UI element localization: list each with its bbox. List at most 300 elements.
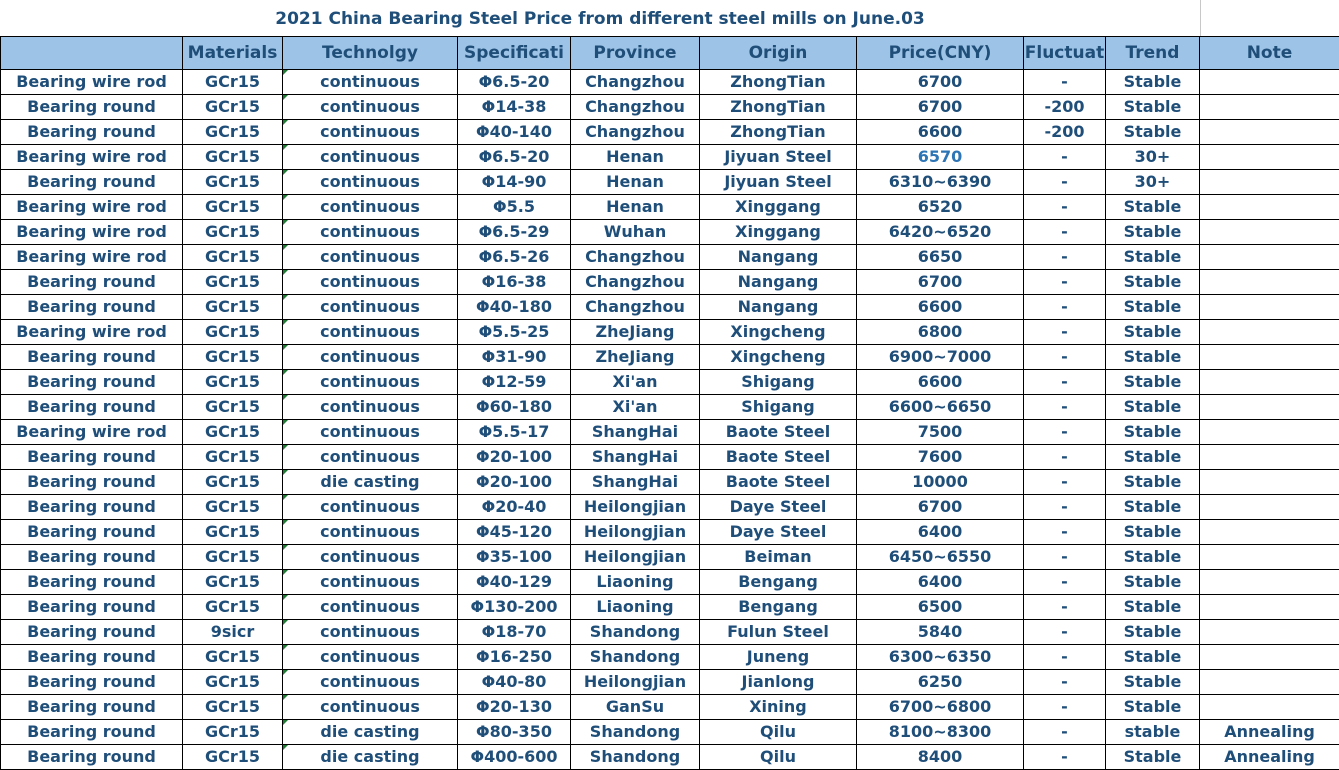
cell-technology[interactable]: continuous [283,645,458,670]
cell-material[interactable]: GCr15 [183,295,283,320]
cell-fluctuation[interactable]: - [1024,395,1106,420]
cell-fluctuation[interactable]: - [1024,695,1106,720]
cell-origin[interactable]: ZhongTian [700,120,857,145]
cell-price[interactable]: 6570 [857,145,1024,170]
cell-note[interactable] [1200,645,1339,670]
header-cell-trend[interactable]: Trend [1106,37,1200,70]
cell-fluctuation[interactable]: - [1024,245,1106,270]
cell-technology[interactable]: continuous [283,570,458,595]
cell-product[interactable]: Bearing round [1,95,183,120]
cell-price[interactable]: 6700 [857,270,1024,295]
cell-fluctuation[interactable]: - [1024,495,1106,520]
cell-note[interactable] [1200,345,1339,370]
cell-price[interactable]: 6800 [857,320,1024,345]
cell-material[interactable]: GCr15 [183,720,283,745]
cell-technology[interactable]: continuous [283,395,458,420]
cell-price[interactable]: 6700~6800 [857,695,1024,720]
cell-trend[interactable]: Stable [1106,345,1200,370]
cell-price[interactable]: 5840 [857,620,1024,645]
cell-trend[interactable]: Stable [1106,245,1200,270]
cell-note[interactable] [1200,195,1339,220]
cell-origin[interactable]: Jiyuan Steel [700,170,857,195]
cell-note[interactable] [1200,295,1339,320]
cell-fluctuation[interactable]: - [1024,520,1106,545]
cell-note[interactable] [1200,670,1339,695]
cell-product[interactable]: Bearing round [1,445,183,470]
cell-note[interactable] [1200,145,1339,170]
cell-trend[interactable]: 30+ [1106,170,1200,195]
cell-technology[interactable]: continuous [283,545,458,570]
table-row [1,170,1339,195]
cell-trend[interactable]: Stable [1106,470,1200,495]
cell-origin[interactable]: ZhongTian [700,70,857,95]
cell-material[interactable]: GCr15 [183,395,283,420]
cell-origin[interactable]: Shigang [700,370,857,395]
cell-trend[interactable]: Stable [1106,445,1200,470]
cell-specification[interactable]: Φ14-38 [458,95,571,120]
cell-province[interactable]: ZheJiang [571,345,700,370]
cell-fluctuation[interactable]: - [1024,270,1106,295]
cell-price[interactable]: 6450~6550 [857,545,1024,570]
table-row [1,720,1339,745]
cell-material[interactable]: GCr15 [183,95,283,120]
cell-note[interactable] [1200,320,1339,345]
cell-note[interactable] [1200,420,1339,445]
cell-note[interactable] [1200,470,1339,495]
cell-origin[interactable]: ZhongTian [700,95,857,120]
cell-trend[interactable]: Stable [1106,620,1200,645]
cell-product[interactable]: Bearing round [1,495,183,520]
cell-origin[interactable]: Jianlong [700,670,857,695]
cell-province[interactable]: Liaoning [571,595,700,620]
cell-price[interactable]: 6420~6520 [857,220,1024,245]
cell-product[interactable]: Bearing wire rod [1,245,183,270]
cell-origin[interactable]: Xining [700,695,857,720]
cell-note[interactable] [1200,570,1339,595]
cell-product[interactable]: Bearing wire rod [1,320,183,345]
header-cell-price[interactable]: Price(CNY) [857,37,1024,70]
cell-fluctuation[interactable]: - [1024,70,1106,95]
cell-note[interactable] [1200,370,1339,395]
cell-technology[interactable]: continuous [283,670,458,695]
cell-fluctuation[interactable]: - [1024,345,1106,370]
cell-trend[interactable]: Stable [1106,495,1200,520]
cell-price[interactable]: 6400 [857,520,1024,545]
cell-technology[interactable]: continuous [283,70,458,95]
cell-fluctuation[interactable]: - [1024,720,1106,745]
cell-fluctuation[interactable]: - [1024,595,1106,620]
cell-trend[interactable]: Stable [1106,420,1200,445]
cell-material[interactable]: GCr15 [183,570,283,595]
cell-province[interactable]: Changzhou [571,270,700,295]
cell-province[interactable]: Changzhou [571,245,700,270]
cell-origin[interactable]: Xinggang [700,220,857,245]
cell-price[interactable]: 6500 [857,595,1024,620]
cell-specification[interactable]: Φ20-40 [458,495,571,520]
cell-trend[interactable]: Stable [1106,520,1200,545]
cell-specification[interactable]: Φ40-180 [458,295,571,320]
cell-technology[interactable]: die casting [283,745,458,770]
cell-product[interactable]: Bearing round [1,545,183,570]
cell-note[interactable]: Annealing [1200,745,1339,770]
cell-specification[interactable]: Φ5.5-25 [458,320,571,345]
cell-note[interactable] [1200,445,1339,470]
cell-note[interactable] [1200,70,1339,95]
cell-product[interactable]: Bearing round [1,370,183,395]
cell-fluctuation[interactable]: - [1024,570,1106,595]
table-row [1,395,1339,420]
cell-price[interactable]: 6400 [857,570,1024,595]
cell-origin[interactable]: Bengang [700,595,857,620]
cell-material[interactable]: GCr15 [183,145,283,170]
cell-price[interactable]: 10000 [857,470,1024,495]
cell-price[interactable]: 7500 [857,420,1024,445]
cell-specification[interactable]: Φ5.5 [458,195,571,220]
cell-origin[interactable]: Nangang [700,245,857,270]
cell-specification[interactable]: Φ12-59 [458,370,571,395]
cell-trend[interactable]: Stable [1106,195,1200,220]
cell-note[interactable]: Annealing [1200,720,1339,745]
cell-product[interactable]: Bearing wire rod [1,195,183,220]
cell-province[interactable]: ZheJiang [571,320,700,345]
cell-note[interactable] [1200,120,1339,145]
cell-trend[interactable]: Stable [1106,695,1200,720]
cell-material[interactable]: GCr15 [183,520,283,545]
cell-fluctuation[interactable]: - [1024,170,1106,195]
cell-province[interactable]: Heilongjian [571,520,700,545]
cell-material[interactable]: GCr15 [183,220,283,245]
cell-trend[interactable]: Stable [1106,320,1200,345]
cell-note[interactable] [1200,220,1339,245]
cell-technology[interactable]: die casting [283,720,458,745]
cell-specification[interactable]: Φ20-130 [458,695,571,720]
header-cell-origin[interactable]: Origin [700,37,857,70]
cell-technology[interactable]: continuous [283,220,458,245]
cell-product[interactable]: Bearing round [1,395,183,420]
cell-origin[interactable]: Xingcheng [700,345,857,370]
cell-product[interactable]: Bearing round [1,645,183,670]
cell-price[interactable]: 6310~6390 [857,170,1024,195]
cell-province[interactable]: Changzhou [571,70,700,95]
cell-specification[interactable]: Φ40-140 [458,120,571,145]
cell-fluctuation[interactable]: - [1024,145,1106,170]
cell-product[interactable]: Bearing round [1,670,183,695]
cell-specification[interactable]: Φ6.5-20 [458,70,571,95]
cell-origin[interactable]: Beiman [700,545,857,570]
cell-specification[interactable]: Φ80-350 [458,720,571,745]
cell-origin[interactable]: Daye Steel [700,520,857,545]
cell-product[interactable]: Bearing round [1,170,183,195]
cell-note[interactable] [1200,620,1339,645]
table-row [1,220,1339,245]
cell-specification[interactable]: Φ130-200 [458,595,571,620]
cell-technology[interactable]: continuous [283,320,458,345]
cell-province[interactable]: ShangHai [571,420,700,445]
cell-technology[interactable]: continuous [283,345,458,370]
cell-specification[interactable]: Φ18-70 [458,620,571,645]
cell-specification[interactable]: Φ60-180 [458,395,571,420]
cell-fluctuation[interactable]: - [1024,195,1106,220]
cell-province[interactable]: Xi'an [571,395,700,420]
cell-province[interactable]: ShangHai [571,445,700,470]
cell-price[interactable]: 6900~7000 [857,345,1024,370]
cell-note[interactable] [1200,95,1339,120]
cell-origin[interactable]: Qilu [700,720,857,745]
cell-technology[interactable]: continuous [283,520,458,545]
cell-price[interactable]: 6650 [857,245,1024,270]
cell-price[interactable]: 7600 [857,445,1024,470]
cell-trend[interactable]: Stable [1106,220,1200,245]
cell-product[interactable]: Bearing round [1,745,183,770]
cell-origin[interactable]: Shigang [700,395,857,420]
cell-province[interactable]: Changzhou [571,95,700,120]
cell-fluctuation[interactable]: - [1024,370,1106,395]
title-empty-cell[interactable] [1200,0,1339,36]
cell-material[interactable]: GCr15 [183,245,283,270]
cell-origin[interactable]: Nangang [700,295,857,320]
cell-origin[interactable]: Jiyuan Steel [700,145,857,170]
cell-fluctuation[interactable]: - [1024,295,1106,320]
cell-province[interactable]: Shandong [571,645,700,670]
cell-province[interactable]: Changzhou [571,295,700,320]
cell-material[interactable]: GCr15 [183,120,283,145]
cell-fluctuation[interactable]: - [1024,545,1106,570]
cell-product[interactable]: Bearing wire rod [1,70,183,95]
cell-origin[interactable]: Fulun Steel [700,620,857,645]
cell-material[interactable]: GCr15 [183,495,283,520]
header-cell-province[interactable]: Province [571,37,700,70]
cell-province[interactable]: GanSu [571,695,700,720]
cell-material[interactable]: GCr15 [183,195,283,220]
cell-origin[interactable]: Xingcheng [700,320,857,345]
cell-note[interactable] [1200,520,1339,545]
cell-trend[interactable]: Stable [1106,595,1200,620]
cell-material[interactable]: GCr15 [183,170,283,195]
cell-product[interactable]: Bearing round [1,620,183,645]
cell-province[interactable]: Shandong [571,620,700,645]
cell-product[interactable]: Bearing round [1,520,183,545]
cell-province[interactable]: Liaoning [571,570,700,595]
table-row [1,320,1339,345]
cell-technology[interactable]: continuous [283,495,458,520]
cell-province[interactable]: Changzhou [571,120,700,145]
cell-specification[interactable]: Φ14-90 [458,170,571,195]
cell-product[interactable]: Bearing wire rod [1,145,183,170]
cell-specification[interactable]: Φ20-100 [458,445,571,470]
cell-note[interactable] [1200,395,1339,420]
cell-province[interactable]: Xi'an [571,370,700,395]
cell-origin[interactable]: Baote Steel [700,420,857,445]
cell-province[interactable]: Heilongjian [571,495,700,520]
cell-note[interactable] [1200,595,1339,620]
cell-fluctuation[interactable]: - [1024,670,1106,695]
cell-province[interactable]: Heilongjian [571,670,700,695]
cell-specification[interactable]: Φ6.5-26 [458,245,571,270]
cell-specification[interactable]: Φ6.5-29 [458,220,571,245]
cell-technology[interactable]: continuous [283,170,458,195]
cell-province[interactable]: ShangHai [571,470,700,495]
cell-fluctuation[interactable]: - [1024,420,1106,445]
cell-price[interactable]: 6700 [857,70,1024,95]
cell-technology[interactable]: continuous [283,95,458,120]
cell-origin[interactable]: Baote Steel [700,445,857,470]
table-row [1,470,1339,495]
cell-technology[interactable]: continuous [283,595,458,620]
cell-note[interactable] [1200,270,1339,295]
cell-specification[interactable]: Φ16-250 [458,645,571,670]
cell-technology[interactable]: continuous [283,370,458,395]
cell-price[interactable]: 8400 [857,745,1024,770]
cell-material[interactable]: GCr15 [183,370,283,395]
cell-province[interactable]: Shandong [571,720,700,745]
cell-technology[interactable]: continuous [283,295,458,320]
table-row [1,370,1339,395]
cell-province[interactable]: Wuhan [571,220,700,245]
cell-origin[interactable]: Baote Steel [700,470,857,495]
cell-material[interactable]: GCr15 [183,70,283,95]
cell-origin[interactable]: Qilu [700,745,857,770]
cell-technology[interactable]: continuous [283,245,458,270]
cell-material[interactable]: GCr15 [183,320,283,345]
cell-trend[interactable]: Stable [1106,95,1200,120]
cell-province[interactable]: Henan [571,170,700,195]
cell-origin[interactable]: Xinggang [700,195,857,220]
cell-fluctuation[interactable]: - [1024,620,1106,645]
cell-fluctuation[interactable]: - [1024,320,1106,345]
cell-trend[interactable]: stable [1106,720,1200,745]
header-cell-materials[interactable]: Materials [183,37,283,70]
cell-price[interactable]: 6700 [857,495,1024,520]
cell-price[interactable]: 6600 [857,295,1024,320]
cell-product[interactable]: Bearing round [1,570,183,595]
cell-note[interactable] [1200,545,1339,570]
cell-note[interactable] [1200,695,1339,720]
cell-fluctuation[interactable]: - [1024,220,1106,245]
cell-material[interactable]: GCr15 [183,695,283,720]
cell-trend[interactable]: Stable [1106,295,1200,320]
cell-specification[interactable]: Φ6.5-20 [458,145,571,170]
cell-technology[interactable]: continuous [283,195,458,220]
cell-province[interactable]: Henan [571,145,700,170]
cell-fluctuation[interactable]: - [1024,470,1106,495]
cell-price[interactable]: 6700 [857,95,1024,120]
cell-price[interactable]: 6600 [857,120,1024,145]
cell-origin[interactable]: Nangang [700,270,857,295]
cell-trend[interactable]: Stable [1106,120,1200,145]
cell-specification[interactable]: Φ20-100 [458,470,571,495]
cell-product[interactable]: Bearing round [1,345,183,370]
cell-origin[interactable]: Juneng [700,645,857,670]
cell-material[interactable]: 9sicr [183,620,283,645]
cell-material[interactable]: GCr15 [183,670,283,695]
cell-note[interactable] [1200,245,1339,270]
cell-price[interactable]: 6600~6650 [857,395,1024,420]
cell-note[interactable] [1200,495,1339,520]
cell-trend[interactable]: Stable [1106,70,1200,95]
cell-province[interactable]: Henan [571,195,700,220]
header-cell-product[interactable] [1,37,183,70]
cell-technology[interactable]: continuous [283,145,458,170]
cell-note[interactable] [1200,170,1339,195]
cell-price[interactable]: 6300~6350 [857,645,1024,670]
cell-material[interactable]: GCr15 [183,470,283,495]
cell-material[interactable]: GCr15 [183,595,283,620]
cell-trend[interactable]: Stable [1106,670,1200,695]
cell-product[interactable]: Bearing wire rod [1,420,183,445]
cell-fluctuation[interactable]: - [1024,445,1106,470]
cell-specification[interactable]: Φ40-80 [458,670,571,695]
cell-product[interactable]: Bearing round [1,695,183,720]
header-cell-specification[interactable]: Specificati [458,37,571,70]
cell-material[interactable]: GCr15 [183,445,283,470]
cell-price[interactable]: 6250 [857,670,1024,695]
cell-material[interactable]: GCr15 [183,420,283,445]
cell-technology[interactable]: continuous [283,120,458,145]
cell-trend[interactable]: Stable [1106,645,1200,670]
cell-fluctuation[interactable]: -200 [1024,95,1106,120]
header-cell-note[interactable]: Note [1200,37,1339,70]
cell-specification[interactable]: Φ45-120 [458,520,571,545]
cell-fluctuation[interactable]: - [1024,745,1106,770]
cell-product[interactable]: Bearing wire rod [1,220,183,245]
cell-technology[interactable]: continuous [283,420,458,445]
cell-specification[interactable]: Φ31-90 [458,345,571,370]
cell-technology[interactable]: continuous [283,445,458,470]
cell-trend[interactable]: Stable [1106,395,1200,420]
cell-product[interactable]: Bearing round [1,295,183,320]
cell-origin[interactable]: Bengang [700,570,857,595]
header-cell-technology[interactable]: Technolgy [283,37,458,70]
cell-fluctuation[interactable]: -200 [1024,120,1106,145]
cell-material[interactable]: GCr15 [183,645,283,670]
cell-product[interactable]: Bearing round [1,120,183,145]
cell-price[interactable]: 6520 [857,195,1024,220]
cell-price[interactable]: 8100~8300 [857,720,1024,745]
cell-fluctuation[interactable]: - [1024,645,1106,670]
cell-specification[interactable]: Φ400-600 [458,745,571,770]
cell-trend[interactable]: Stable [1106,570,1200,595]
cell-province[interactable]: Shandong [571,745,700,770]
cell-trend[interactable]: Stable [1106,745,1200,770]
cell-product[interactable]: Bearing round [1,470,183,495]
cell-product[interactable]: Bearing round [1,595,183,620]
cell-technology[interactable]: continuous [283,620,458,645]
cell-technology[interactable]: continuous [283,270,458,295]
cell-province[interactable]: Heilongjian [571,545,700,570]
cell-material[interactable]: GCr15 [183,745,283,770]
cell-trend[interactable]: Stable [1106,270,1200,295]
header-cell-fluctuation[interactable]: Fluctuat [1024,37,1106,70]
cell-product[interactable]: Bearing round [1,720,183,745]
cell-material[interactable]: GCr15 [183,270,283,295]
cell-trend[interactable]: 30+ [1106,145,1200,170]
cell-specification[interactable]: Φ16-38 [458,270,571,295]
cell-trend[interactable]: Stable [1106,545,1200,570]
cell-material[interactable]: GCr15 [183,345,283,370]
cell-product[interactable]: Bearing round [1,270,183,295]
cell-technology[interactable]: die casting [283,470,458,495]
cell-specification[interactable]: Φ40-129 [458,570,571,595]
cell-price[interactable]: 6600 [857,370,1024,395]
table-row [1,145,1339,170]
cell-trend[interactable]: Stable [1106,370,1200,395]
cell-specification[interactable]: Φ5.5-17 [458,420,571,445]
cell-specification[interactable]: Φ35-100 [458,545,571,570]
cell-technology[interactable]: continuous [283,695,458,720]
sheet-title[interactable]: 2021 China Bearing Steel Price from different steel mills on June.03 [0,0,1200,36]
cell-material[interactable]: GCr15 [183,545,283,570]
cell-origin[interactable]: Daye Steel [700,495,857,520]
